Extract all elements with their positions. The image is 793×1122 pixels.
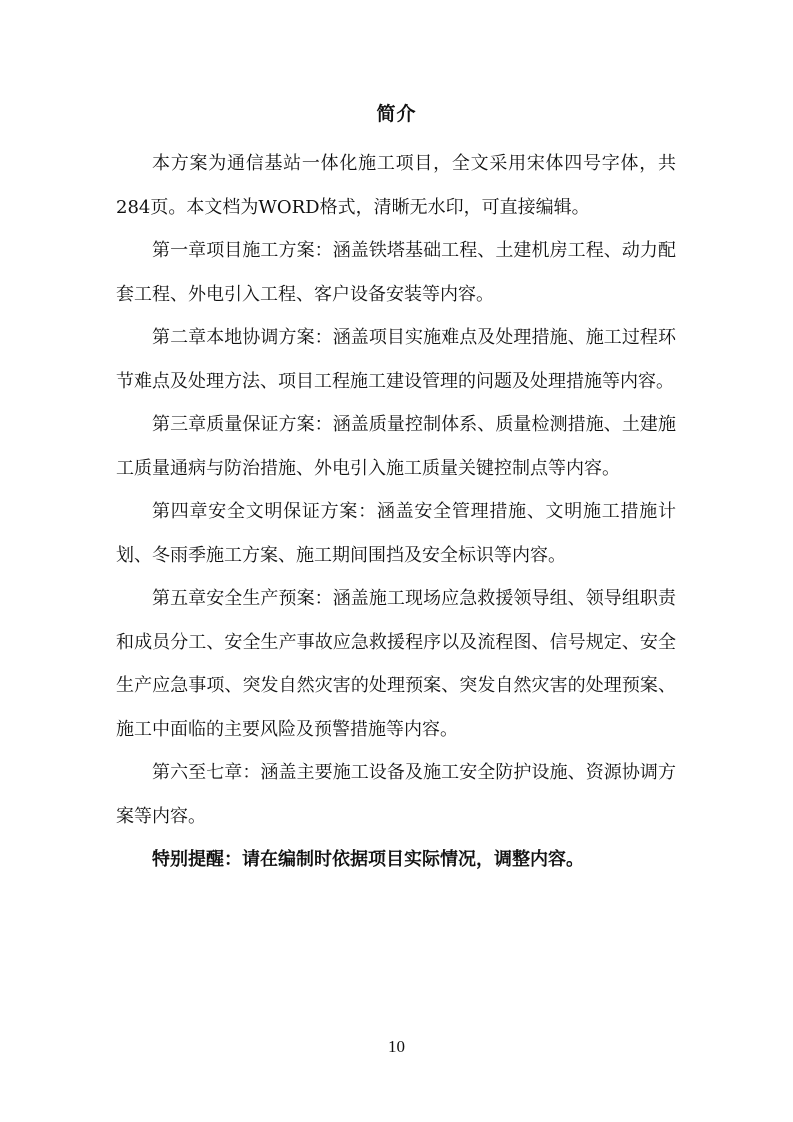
chapter-5-paragraph: 第五章安全生产预案：涵盖施工现场应急救援领导组、领导组职责和成员分工、安全生产事故应急救援程序以及流程图、信号规定、安全生产应急事项、突发自然灾害的处理预案、突发自然灾害的处理预案、施工中面临的主要风险及预警措施等内容。 xyxy=(116,588,676,740)
chapter-1-paragraph: 第一章项目施工方案：涵盖铁塔基础工程、土建机房工程、动力配套工程、外电引入工程、客户设备安装等内容。 xyxy=(116,240,676,305)
page-title: 简介 xyxy=(376,103,417,125)
document-body xyxy=(116,142,676,882)
page-number: 10 xyxy=(388,1037,405,1056)
chapter-3-paragraph: 第三章质量保证方案：涵盖质量控制体系、质量检测措施、土建施工质量通病与防治措施、外电引入施工质量关键控制点等内容。 xyxy=(116,414,676,479)
chapter-6-7-paragraph: 第六至七章：涵盖主要施工设备及施工安全防护设施、资源协调方案等内容。 xyxy=(116,762,676,827)
intro-paragraph: 本方案为通信基站一体化施工项目，全文采用宋体四号字体，共284页。本文档为WORD格式，清晰无水印，可直接编辑。 xyxy=(116,153,676,218)
chapter-2-paragraph: 第二章本地协调方案：涵盖项目实施难点及处理措施、施工过程环节难点及处理方法、项目工程施工建设管理的问题及处理措施等内容。 xyxy=(116,327,676,392)
special-note: 特别提醒：请在编制时依据项目实际情况，调整内容。 xyxy=(152,849,584,870)
chapter-4-paragraph: 第四章安全文明保证方案：涵盖安全管理措施、文明施工措施计划、冬雨季施工方案、施工期间围挡及安全标识等内容。 xyxy=(116,501,676,566)
